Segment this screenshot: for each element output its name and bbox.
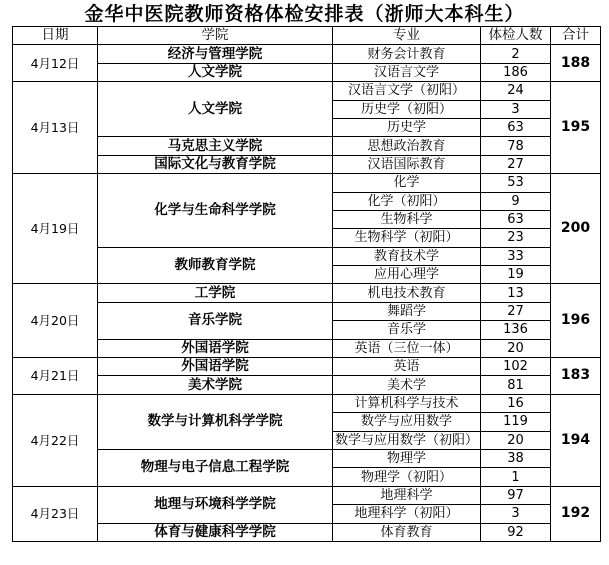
college-cell: 音乐学院	[98, 302, 333, 339]
table-row	[13, 339, 601, 357]
college-cell: 工学院	[98, 284, 333, 302]
major-cell: 物理学（初阳）	[333, 468, 481, 486]
table-row	[13, 137, 601, 155]
college-cell: 外国语学院	[98, 358, 333, 376]
header-major: 专业	[333, 27, 481, 45]
table-row	[13, 155, 601, 173]
count-cell: 102	[481, 358, 551, 376]
college-cell: 经济与管理学院	[98, 45, 333, 63]
major-cell: 物理学	[333, 449, 481, 467]
count-cell: 9	[481, 192, 551, 210]
count-cell: 20	[481, 339, 551, 357]
major-cell: 汉语国际教育	[333, 155, 481, 173]
major-cell: 思想政治教育	[333, 137, 481, 155]
college-cell: 化学与生命科学学院	[98, 174, 333, 248]
major-cell: 生物科学（初阳）	[333, 229, 481, 247]
count-cell: 186	[481, 63, 551, 81]
date-cell: 4月20日	[13, 284, 98, 358]
count-cell: 27	[481, 302, 551, 320]
major-cell: 数学与应用数学（初阳）	[333, 431, 481, 449]
count-cell: 19	[481, 266, 551, 284]
college-cell: 外国语学院	[98, 339, 333, 357]
major-cell: 应用心理学	[333, 266, 481, 284]
table-row	[13, 45, 601, 63]
header-date: 日期	[13, 27, 98, 45]
count-cell: 24	[481, 82, 551, 100]
count-cell: 119	[481, 413, 551, 431]
count-cell: 27	[481, 155, 551, 173]
total-cell: 194	[551, 394, 601, 486]
college-cell: 数学与计算机科学学院	[98, 394, 333, 449]
major-cell: 汉语言文学	[333, 63, 481, 81]
major-cell: 地理科学	[333, 486, 481, 504]
college-cell: 美术学院	[98, 376, 333, 394]
major-cell: 英语（三位一体）	[333, 339, 481, 357]
major-cell: 化学（初阳）	[333, 192, 481, 210]
table-row	[13, 523, 601, 541]
total-cell: 196	[551, 284, 601, 358]
table-row	[13, 63, 601, 81]
header-row	[13, 27, 601, 45]
count-cell: 136	[481, 321, 551, 339]
college-cell: 人文学院	[98, 82, 333, 137]
college-cell: 国际文化与教育学院	[98, 155, 333, 173]
count-cell: 78	[481, 137, 551, 155]
college-cell: 人文学院	[98, 63, 333, 81]
table-row	[13, 82, 601, 100]
count-cell: 81	[481, 376, 551, 394]
table-row	[13, 174, 601, 192]
header-college: 学院	[98, 27, 333, 45]
college-cell: 马克思主义学院	[98, 137, 333, 155]
major-cell: 化学	[333, 174, 481, 192]
count-cell: 92	[481, 523, 551, 541]
college-cell: 教师教育学院	[98, 247, 333, 284]
count-cell: 53	[481, 174, 551, 192]
count-cell: 3	[481, 100, 551, 118]
table-row	[13, 284, 601, 302]
major-cell: 机电技术教育	[333, 284, 481, 302]
table-row	[13, 302, 601, 320]
count-cell: 2	[481, 45, 551, 63]
header-count: 体检人数	[481, 27, 551, 45]
college-cell: 物理与电子信息工程学院	[98, 449, 333, 486]
date-cell: 4月23日	[13, 486, 98, 541]
major-cell: 汉语言文学（初阳）	[333, 82, 481, 100]
major-cell: 历史学	[333, 118, 481, 136]
major-cell: 计算机科学与技术	[333, 394, 481, 412]
major-cell: 历史学（初阳）	[333, 100, 481, 118]
major-cell: 音乐学	[333, 321, 481, 339]
major-cell: 财务会计教育	[333, 45, 481, 63]
count-cell: 97	[481, 486, 551, 504]
count-cell: 20	[481, 431, 551, 449]
major-cell: 美术学	[333, 376, 481, 394]
count-cell: 23	[481, 229, 551, 247]
major-cell: 英语	[333, 358, 481, 376]
header-total: 合计	[551, 27, 601, 45]
date-cell: 4月13日	[13, 82, 98, 174]
count-cell: 13	[481, 284, 551, 302]
major-cell: 教育技术学	[333, 247, 481, 265]
count-cell: 63	[481, 118, 551, 136]
table-row	[13, 449, 601, 467]
count-cell: 16	[481, 394, 551, 412]
total-cell: 192	[551, 486, 601, 541]
college-cell: 体育与健康科学学院	[98, 523, 333, 541]
count-cell: 3	[481, 505, 551, 523]
table-row	[13, 394, 601, 412]
total-cell: 195	[551, 82, 601, 174]
major-cell: 体育教育	[333, 523, 481, 541]
major-cell: 地理科学（初阳）	[333, 505, 481, 523]
date-cell: 4月19日	[13, 174, 98, 284]
count-cell: 63	[481, 210, 551, 228]
schedule-table	[12, 26, 601, 542]
count-cell: 38	[481, 449, 551, 467]
date-cell: 4月12日	[13, 45, 98, 82]
date-cell: 4月21日	[13, 358, 98, 395]
table-row	[13, 358, 601, 376]
major-cell: 数学与应用数学	[333, 413, 481, 431]
count-cell: 33	[481, 247, 551, 265]
page-title: 金华中医院教师资格体检安排表（浙师大本科生）	[84, 3, 525, 25]
count-cell: 1	[481, 468, 551, 486]
table-row	[13, 247, 601, 265]
major-cell: 生物科学	[333, 210, 481, 228]
table-row	[13, 376, 601, 394]
date-cell: 4月22日	[13, 394, 98, 486]
total-cell: 200	[551, 174, 601, 284]
table-row	[13, 486, 601, 504]
major-cell: 舞蹈学	[333, 302, 481, 320]
table-body	[13, 45, 601, 542]
total-cell: 183	[551, 358, 601, 395]
college-cell: 地理与环境科学学院	[98, 486, 333, 523]
total-cell: 188	[551, 45, 601, 82]
